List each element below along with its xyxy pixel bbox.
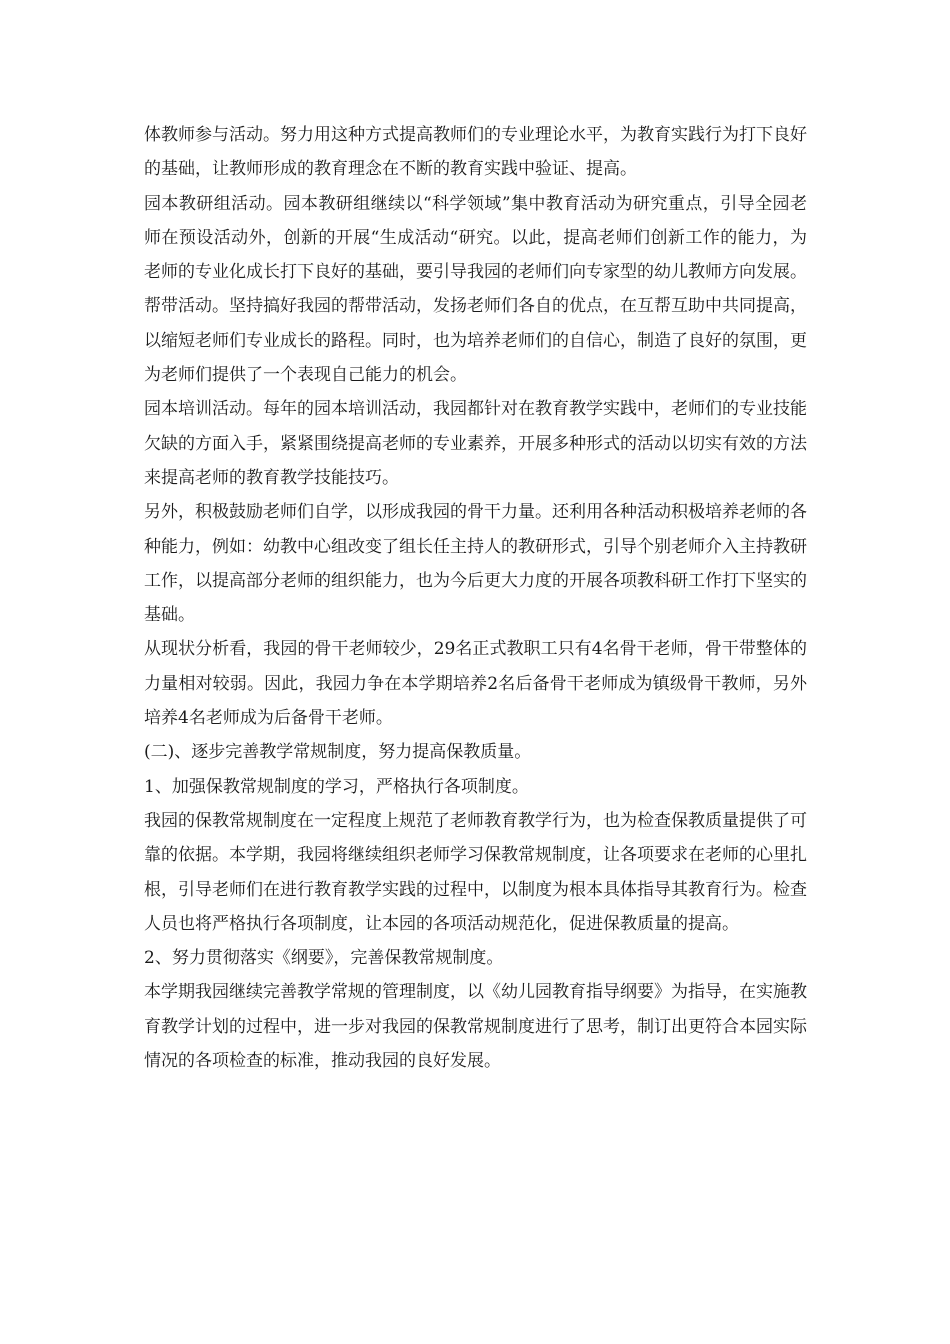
section-heading: (二)、逐步完善教学常规制度，努力提高保教质量。 — [144, 742, 532, 763]
subsection-heading-1: 1、加强保教常规制度的学习，严格执行各项制度。 — [144, 776, 529, 797]
paragraph-1: 体教师参与活动。努力用这种方式提高教师们的专业理论水平，为教育实践行为打下良好的基础，让教师形成的教育理念在不断的教育实践中验证、提高。 — [144, 125, 807, 180]
paragraph-7: 我园的保教常规制度在一定程度上规范了老师教育教学行为，也为检查保教质量提供了可靠的依据。本学期，我园将继续组织老师学习保教常规制度，让各项要求在老师的心里扎根，引导老师们在进行教育教学实践的过程中，以制度为根本具体指导其教育行为。检查人员也将严格执行各项制度，让本园的各项活动规范化，促进保教质量的提高。 — [144, 810, 807, 934]
paragraph-2: 园本教研组活动。园本教研组继续以“科学领域”集中教育活动为研究重点，引导全园老师在预设活动外，创新的开展“生成活动“研究。以此，提高老师们创新工作的能力，为老师的专业化成长打下良好的基础，要引导我园的老师们向专家型的幼儿教师方向发展。 — [144, 193, 807, 283]
subsection-heading-2: 2、努力贯彻落实《纲要》，完善保教常规制度。 — [144, 948, 504, 969]
paragraph-5: 另外，积极鼓励老师们自学，以形成我园的骨干力量。还利用各种活动积极培养老师的各种能力，例如：幼教中心组改变了组长任主持人的教研形式，引导个别老师介入主持教研工作，以提高部分老师的组织能力，也为今后更大力度的开展各项教科研工作打下坚实的基础。 — [144, 502, 807, 626]
paragraph-8: 本学期我园继续完善教学常规的管理制度，以《幼儿园教育指导纲要》为指导，在实施教育教学计划的过程中，进一步对我园的保教常规制度进行了思考，制订出更符合本园实际情况的各项检查的标准，推动我园的良好发展。 — [144, 982, 807, 1072]
paragraph-4: 园本培训活动。每年的园本培训活动，我园都针对在教育教学实践中，老师们的专业技能欠缺的方面入手，紧紧围绕提高老师的专业素养，开展多种形式的活动以切实有效的方法来提高老师的教育教学技能技巧。 — [144, 399, 807, 488]
paragraph-6: 从现状分析看，我园的骨干老师较少，29名正式教职工只有4名骨干老师，骨干带整体的力量相对较弱。因此，我园力争在本学期培养2名后备骨干老师成为镇级骨干教师，另外培养4名老师成为后备骨干老师。 — [144, 639, 807, 729]
document-page — [144, 118, 807, 1078]
paragraph-3: 帮带活动。坚持搞好我园的帮带活动，发扬老师们各自的优点，在互帮互助中共同提高，以缩短老师们专业成长的路程。同时，也为培养老师们的自信心，制造了良好的氛围，更为老师们提供了一个表现自己能力的机会。 — [144, 296, 807, 386]
